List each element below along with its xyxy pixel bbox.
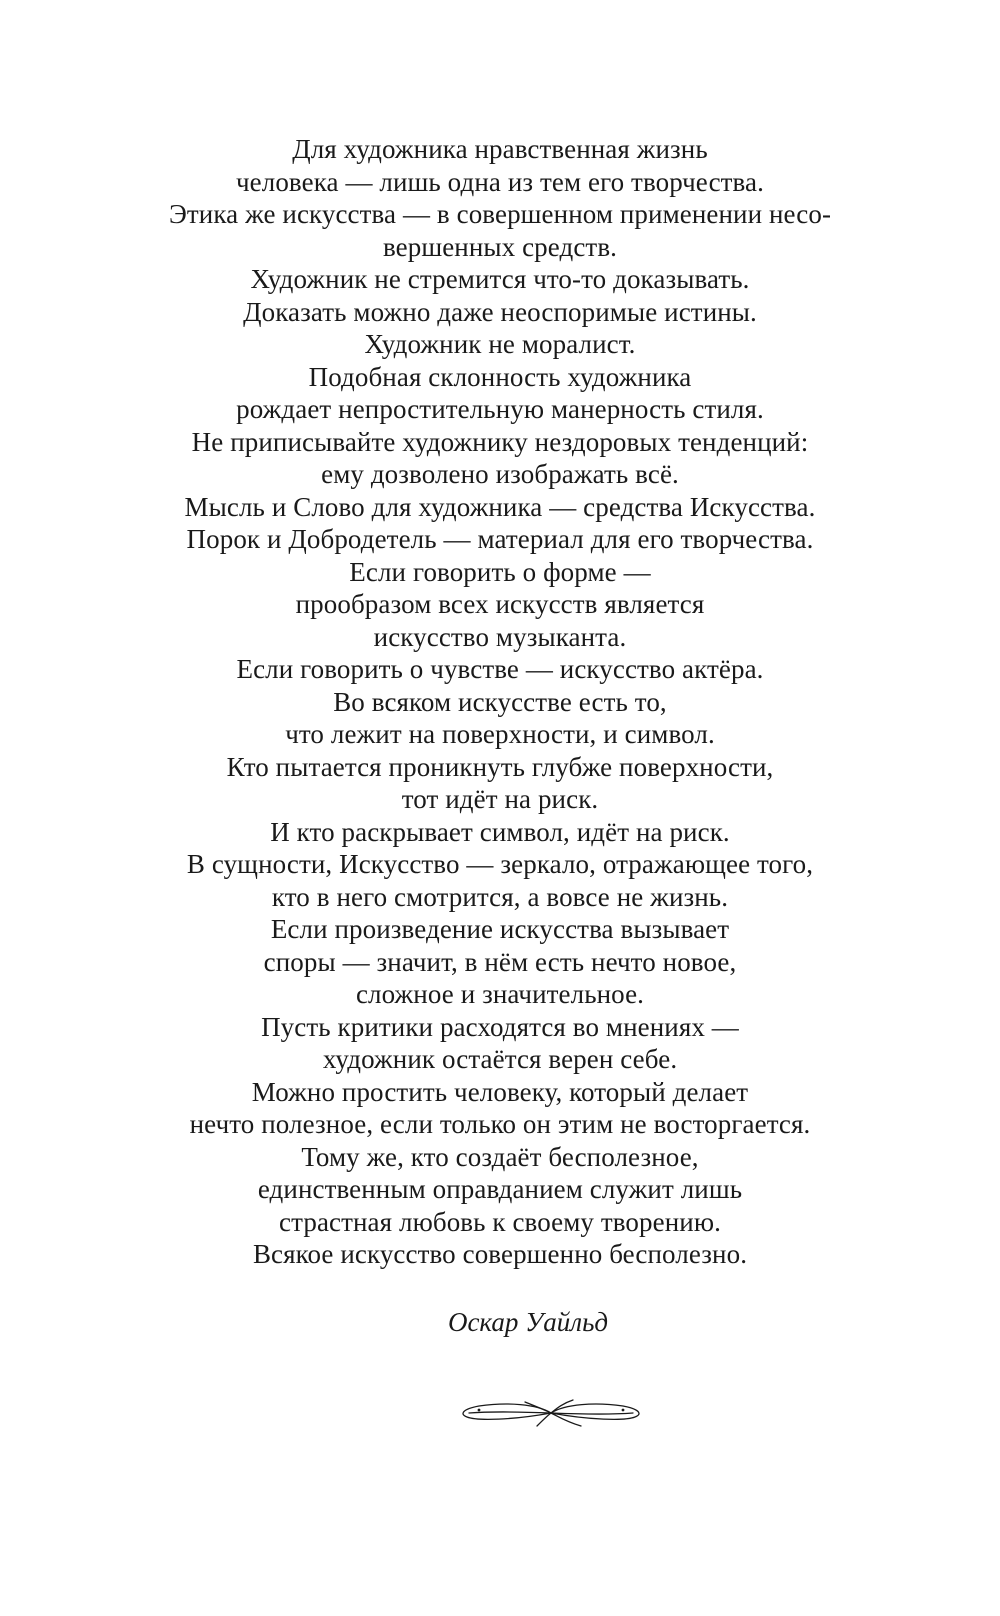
poem-line: кто в него смотрится, а вовсе не жизнь. [271,881,729,912]
poem-line: Для художника нравственная жизнь [292,134,708,164]
poem-line: Доказать можно даже неоспоримые истины. [243,296,757,327]
poem-text [0,133,1000,1271]
poem-line: Если произведение искусства вызывает [270,914,730,944]
poem-line: человека — лишь одна из тем его творчества. [236,166,764,197]
poem-line: страстная любовь к своему творению. [279,1206,721,1237]
poem-line: Мысль и Слово для художника — средства Искусства. [184,491,816,522]
poem-line: Не приписывайте художнику нездоровых тенденций: [191,426,809,457]
poem-line: Художник не стремится что-то доказывать. [250,264,750,294]
poem-line: ему дозволено изображать всё. [321,459,679,489]
poem-line: Если говорить о чувстве — искусство актёра. [236,654,764,684]
poem-line: Всякое искусство совершенно бесполезно. [252,1239,748,1269]
author-signature: Оскар Уайльд [447,1307,609,1337]
poem-line: искусство музыканта. [373,621,627,652]
poem-line: И кто раскрывает символ, идёт на риск. [270,816,730,847]
poem-line: вершенных средств. [382,231,618,262]
poem-line: Порок и Добродетель — материал для его творчества. [186,524,814,554]
poem-line: Если говорить о форме — [349,556,651,587]
poem-line: единственным оправданием служит лишь [257,1174,743,1204]
poem-line: что лежит на поверхности, и символ. [285,719,715,749]
poem-line: Пусть критики расходятся во мнениях — [261,1011,739,1042]
poem-line: Подобная склонность художника [308,361,692,392]
poem-line: Художник не моралист. [364,329,636,359]
poem-line: тот идёт на риск. [401,784,599,814]
poem-line: нечто полезное, если только он этим не восторгается. [189,1109,811,1139]
flourish-divider-icon [455,1396,647,1430]
poem-line: Этика же искусства — в совершенном применении несо- [168,199,832,229]
poem-line: прообразом всех искусств является [295,589,705,619]
poem-line: Кто пытается проникнуть глубже поверхности, [226,751,774,782]
poem-line: рождает непростительную манерность стиля. [236,394,764,424]
poem-line: сложное и значительное. [355,979,645,1009]
poem-line: Можно простить человеку, который делает [251,1076,749,1107]
poem-line: споры — значит, в нём есть нечто новое, [263,946,737,977]
poem-line: В сущности, Искусство — зеркало, отражающее того, [186,849,814,879]
poem-line: Тому же, кто создаёт бесполезное, [301,1141,699,1172]
poem-line: Во всяком искусстве есть то, [333,686,667,717]
poem-line: художник остаётся верен себе. [322,1044,678,1074]
